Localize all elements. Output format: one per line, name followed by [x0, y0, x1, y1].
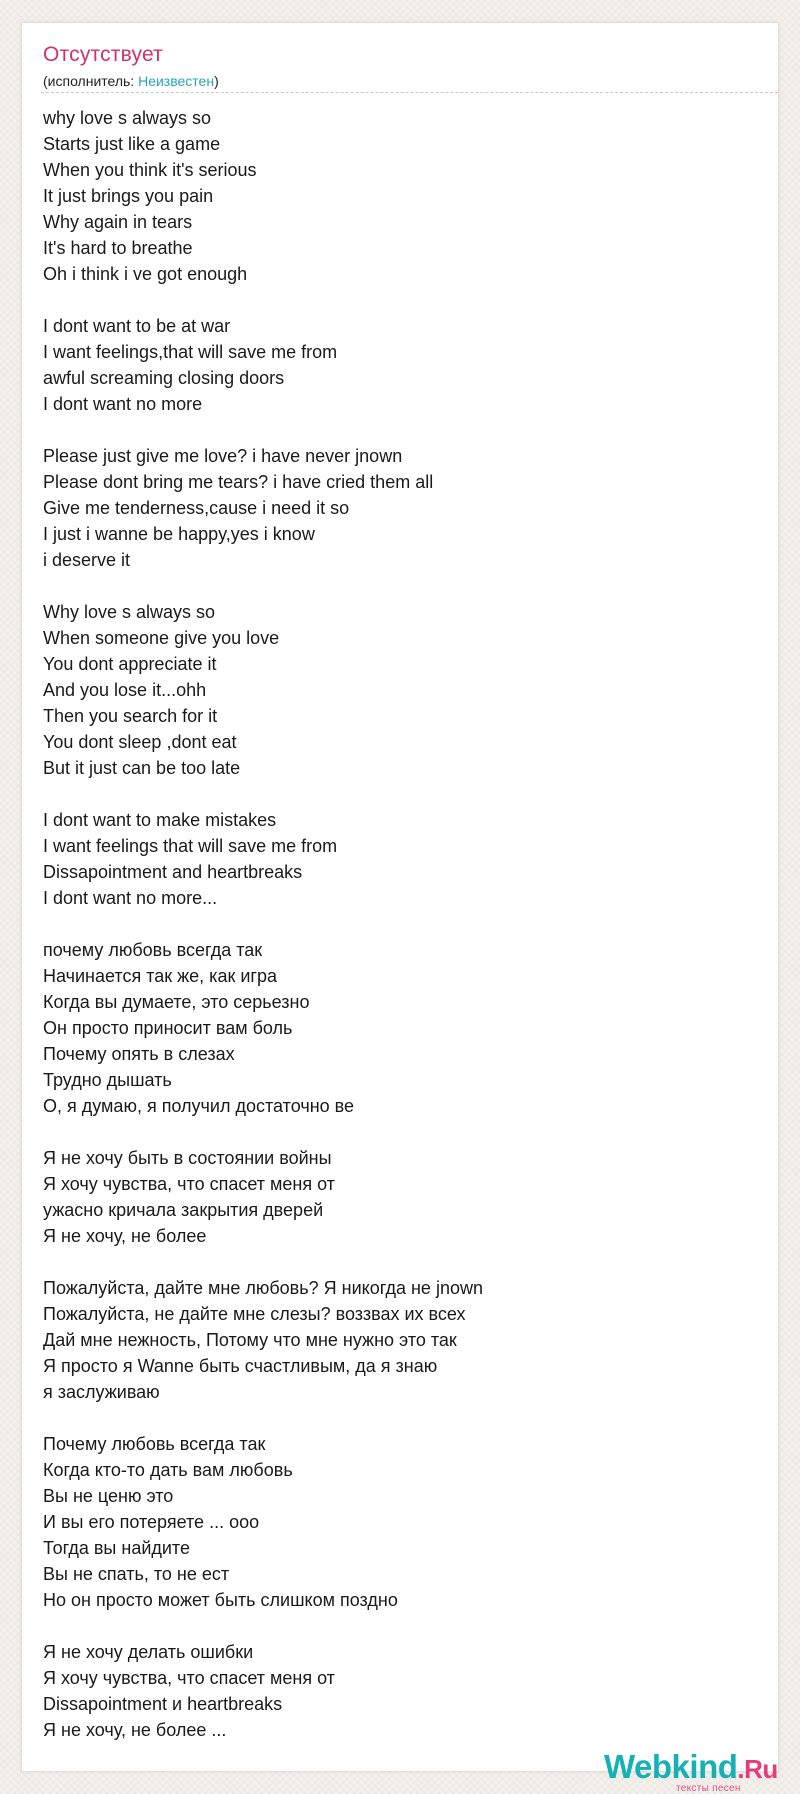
lyric-line: I want feelings that will save me from: [43, 836, 338, 856]
lyric-line: Когда кто-то дать вам любовь: [43, 1460, 293, 1480]
lyric-line: Why again in tears: [43, 212, 193, 232]
lyric-line: Я хочу чувства, что спасет меня от: [43, 1174, 335, 1194]
song-subtitle: [43, 73, 219, 89]
lyric-line: Начинается так же, как игра: [43, 966, 277, 986]
lyric-line: Почему любовь всегда так: [43, 1434, 266, 1454]
lyric-line: Дай мне нежность, Потому что мне нужно это так: [43, 1330, 457, 1350]
lyric-line: Why love s always so: [43, 602, 216, 622]
lyric-line: О, я думаю, я получил достаточно ве: [43, 1096, 355, 1116]
logo-name: Webkind: [604, 1748, 738, 1785]
lyric-line: Dissapointment and heartbreaks: [43, 862, 303, 882]
lyric-line: Тогда вы найдите: [43, 1538, 190, 1558]
lyric-line: When you think it's serious: [43, 160, 257, 180]
lyric-line: It's hard to breathe: [43, 238, 193, 258]
song-title: Отсутствует: [43, 43, 163, 66]
lyric-line: I dont want to be at war: [43, 316, 231, 336]
stanza-break: [43, 573, 763, 599]
lyric-line: You dont appreciate it: [43, 654, 217, 674]
lyric-line: Трудно дышать: [43, 1070, 172, 1090]
stanza-break: [43, 1119, 763, 1145]
lyric-line: why love s always so: [43, 108, 212, 128]
stanza-break: [43, 287, 763, 313]
stanza-break: [43, 1613, 763, 1639]
lyric-line: Я не хочу делать ошибки: [43, 1642, 254, 1662]
lyric-line: I dont want no more...: [43, 888, 218, 908]
lyric-line: Dissapointment и heartbreaks: [43, 1694, 283, 1714]
stanza-break: [43, 417, 763, 443]
dashed-divider: [41, 92, 778, 93]
lyric-line: я заслуживаю: [43, 1382, 160, 1402]
lyric-line: Почему опять в слезах: [43, 1044, 235, 1064]
lyric-line: почему любовь всегда так: [43, 940, 263, 960]
lyric-line: I just i wanne be happy,yes i know: [43, 524, 315, 544]
lyrics-text: [43, 105, 763, 1743]
lyric-line: Но он просто может быть слишком поздно: [43, 1590, 398, 1610]
logo-wordmark: [604, 1749, 778, 1787]
lyric-line: I want feelings,that will save me from: [43, 342, 338, 362]
lyric-line: Я не хочу быть в состоянии войны: [43, 1148, 332, 1168]
lyric-line: Starts just like a game: [43, 134, 221, 154]
lyric-line: i deserve it: [43, 550, 131, 570]
webkind-logo[interactable]: [584, 1749, 794, 1793]
lyric-line: Вы не спать, то не ест: [43, 1564, 230, 1584]
lyric-line: Я хочу чувства, что спасет меня от: [43, 1668, 335, 1688]
lyric-line: Когда вы думаете, это серьезно: [43, 992, 310, 1012]
logo-tagline: тексты песен: [676, 1783, 741, 1794]
logo-tld: .Ru: [737, 1754, 778, 1784]
stanza-break: [43, 1249, 763, 1275]
lyric-line: Then you search for it: [43, 706, 218, 726]
subtitle-prefix: (исполнитель:: [43, 73, 139, 89]
lyric-line: I dont want to make mistakes: [43, 810, 277, 830]
subtitle-suffix: ): [214, 73, 219, 89]
lyric-line: Он просто приносит вам боль: [43, 1018, 293, 1038]
lyric-line: awful screaming closing doors: [43, 368, 285, 388]
lyric-line: But it just can be too late: [43, 758, 241, 778]
lyric-line: И вы его потеряете ... ооо: [43, 1512, 260, 1532]
lyric-line: Я просто я Wanne быть счастливым, да я знаю: [43, 1356, 438, 1376]
artist-link[interactable]: Неизвестен: [138, 73, 215, 89]
lyric-line: ужасно кричала закрытия дверей: [43, 1200, 324, 1220]
lyric-line: It just brings you pain: [43, 186, 214, 206]
lyric-line: Я не хочу, не более ...: [43, 1720, 227, 1740]
lyric-line: Вы не ценю это: [43, 1486, 174, 1506]
stanza-break: [43, 781, 763, 807]
lyric-line: Give me tenderness,cause i need it so: [43, 498, 350, 518]
lyric-line: I dont want no more: [43, 394, 203, 414]
lyric-line: Пожалуйста, не дайте мне слезы? воззвах их всех: [43, 1304, 466, 1324]
lyric-line: Please dont bring me tears? i have cried them all: [43, 472, 434, 492]
lyrics-card: [21, 22, 779, 1794]
lyric-line: Пожалуйста, дайте мне любовь? Я никогда не jnown: [43, 1278, 483, 1298]
lyric-line: And you lose it...ohh: [43, 680, 207, 700]
lyric-line: Я не хочу, не более: [43, 1226, 207, 1246]
lyric-line: Oh i think i ve got enough: [43, 264, 248, 284]
stanza-break: [43, 911, 763, 937]
lyric-line: Please just give me love? i have never jnown: [43, 446, 403, 466]
stanza-break: [43, 1405, 763, 1431]
lyric-line: When someone give you love: [43, 628, 280, 648]
lyric-line: You dont sleep ,dont eat: [43, 732, 237, 752]
